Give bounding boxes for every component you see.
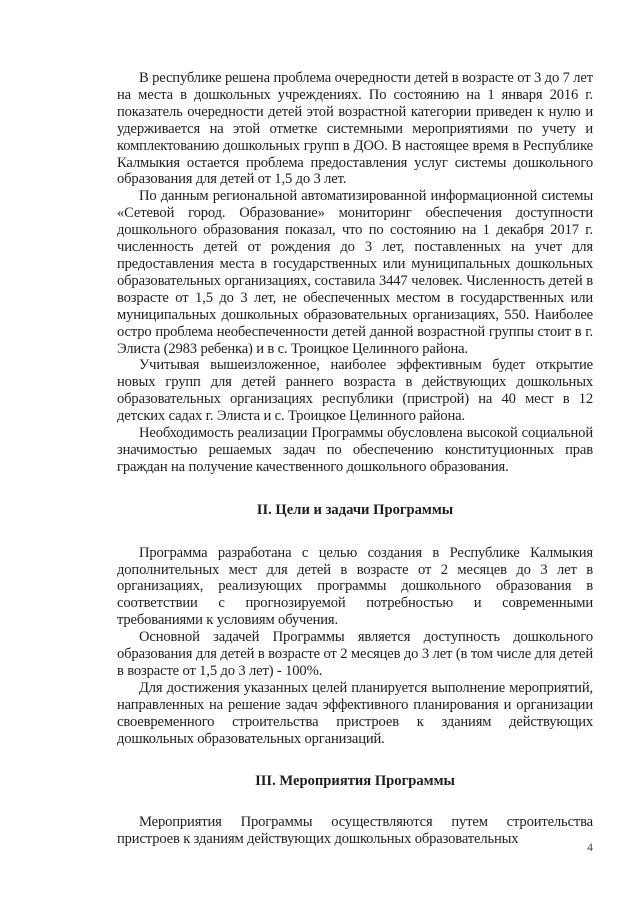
section-heading-activities: III. Мероприятия Программы [255, 772, 455, 789]
paragraph-monitoring-data: По данным региональной автоматизированной информационной системы «Сетевой город. Образование» мониторинг обеспечения доступности дошкольного образования показал, что по состоянию на 1 декабря 2017 г. численность детей от рождения до 3 лет, поставленных на учет для предоставления места в государственных или муниципальных дошкольных образовательных организациях, составила 3447 человек. Численность детей в возрасте от 1,5 до 3 лет, не обеспеченных местом в государственных или муниципальных дошкольных образовательных организациях, 550. Наиболее остро проблема необеспеченности детей данной возрастной группы стоит в г. Элиста (2983 ребенка) и в с. Троицкое Целинного района. [117, 188, 593, 357]
paragraph-queue-status: В республике решена проблема очередности детей в возрасте от 3 до 7 лет на места в дошкольных учреждениях. По состоянию на 1 января 2016 г. показатель очередности детей этой возрастной категории приведен к нулю и удерживается на этой отметке системными мероприятиями по учету и комплектованию дошкольных групп в ДОО. В настоящее время в Республике Калмыкия остается проблема предоставления услуг системы дошкольного образования для детей от 1,5 до 3 лет. [117, 70, 593, 188]
paragraph-main-task: Основной задачей Программы является доступность дошкольного образования для детей в возрасте от 2 месяцев до 3 лет (в том числе для детей в возрасте от 1,5 до 3 лет) - 100%. [117, 629, 593, 679]
paragraph-measures: Для достижения указанных целей планируется выполнение мероприятий, направленных на решение задач эффективного планирования и организации своевременного строительства пристроев к зданиям действующих дошкольных образовательных организаций. [117, 679, 593, 747]
paragraph-program-purpose: Программа разработана с целью создания в Республике Калмыкия дополнительных мест для детей в возрасте от 2 месяцев до 3 лет в организациях, реализующих программы дошкольного образования в соответствии с прогнозируемой потребностью и современными требованиями к условиям обучения. [117, 544, 593, 629]
paragraph-activities: Мероприятия Программы осуществляются путем строительства пристроев к зданиям действующих дошкольных образовательных [117, 814, 593, 848]
paragraph-new-groups: Учитывая вышеизложенное, наиболее эффективным будет открытие новых групп для детей раннего возраста в действующих дошкольных образовательных организациях республики (пристрой) на 40 мест в 12 детских садах г. Элиста и с. Троицкое Целинного района. [117, 357, 593, 425]
document-body [117, 70, 593, 848]
section-heading-goals: II. Цели и задачи Программы [256, 501, 454, 518]
paragraph-necessity: Необходимость реализации Программы обусловлена высокой социальной значимостью решаемых задач по обеспечению конституционных прав граждан на получение качественного дошкольного образования. [117, 425, 593, 475]
page-number: 4 [587, 840, 593, 854]
